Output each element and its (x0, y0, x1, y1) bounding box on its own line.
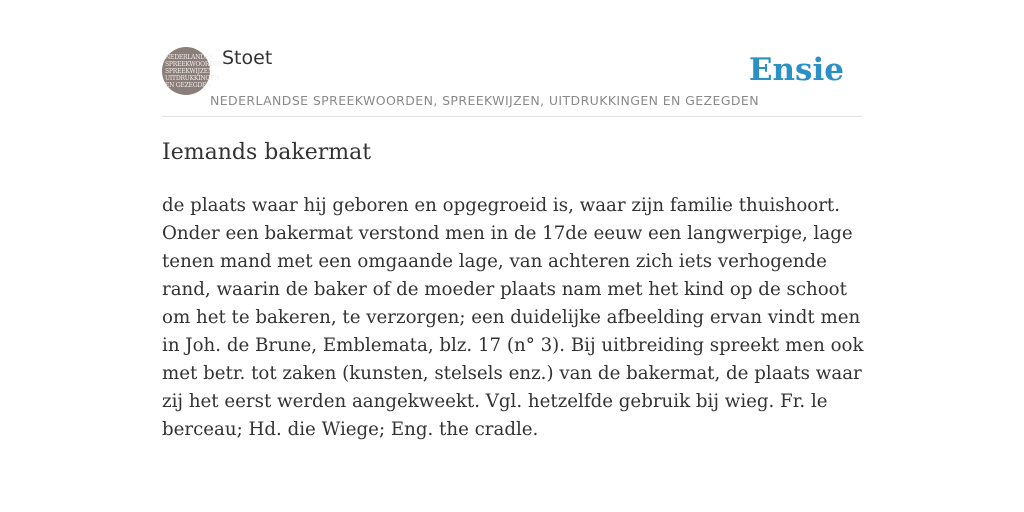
entry-title: Iemands bakermat (162, 140, 372, 165)
brand-logo[interactable]: Ensie (748, 52, 844, 88)
avatar[interactable] (162, 47, 224, 95)
entry-definition: de plaats waar hij geboren en opgegroeid is, waar zijn familie thuishoort. Onder een bakermat verstond men in de 17de eeuw een langwerpige, lage tenen mand met een omgaande lage, van achteren zich iets verhogende rand, waarin de baker of de moeder plaats nam met het kind op de schoot om het te bakeren, te verzorgen; een duidelijke afbeelding ervan vindt men in Joh. de Brune, Emblemata, blz. 17 (n° 3). Bij uitbreiding spreekt men ook met betr. tot zaken (kunsten, stelsels enz.) van de bakermat, de plaats waar zij het eerst werden aangekweekt. Vgl. hetzelfde gebruik bij wieg. Fr. le berceau; Hd. die Wiege; Eng. the cradle. (162, 195, 864, 440)
source-subtitle[interactable]: NEDERLANDSE SPREEKWOORDEN, SPREEKWIJZEN, UITDRUKKINGEN EN GEZEGDEN (210, 93, 759, 108)
site-header (162, 46, 862, 117)
author-name[interactable]: Stoet (222, 47, 273, 69)
avatar-cover-text: NEDERLANDSE SPREEKWOORDEN SPREEKWIJZEN UITDRUKKINGEN EN GEZEGDEN (165, 54, 224, 89)
